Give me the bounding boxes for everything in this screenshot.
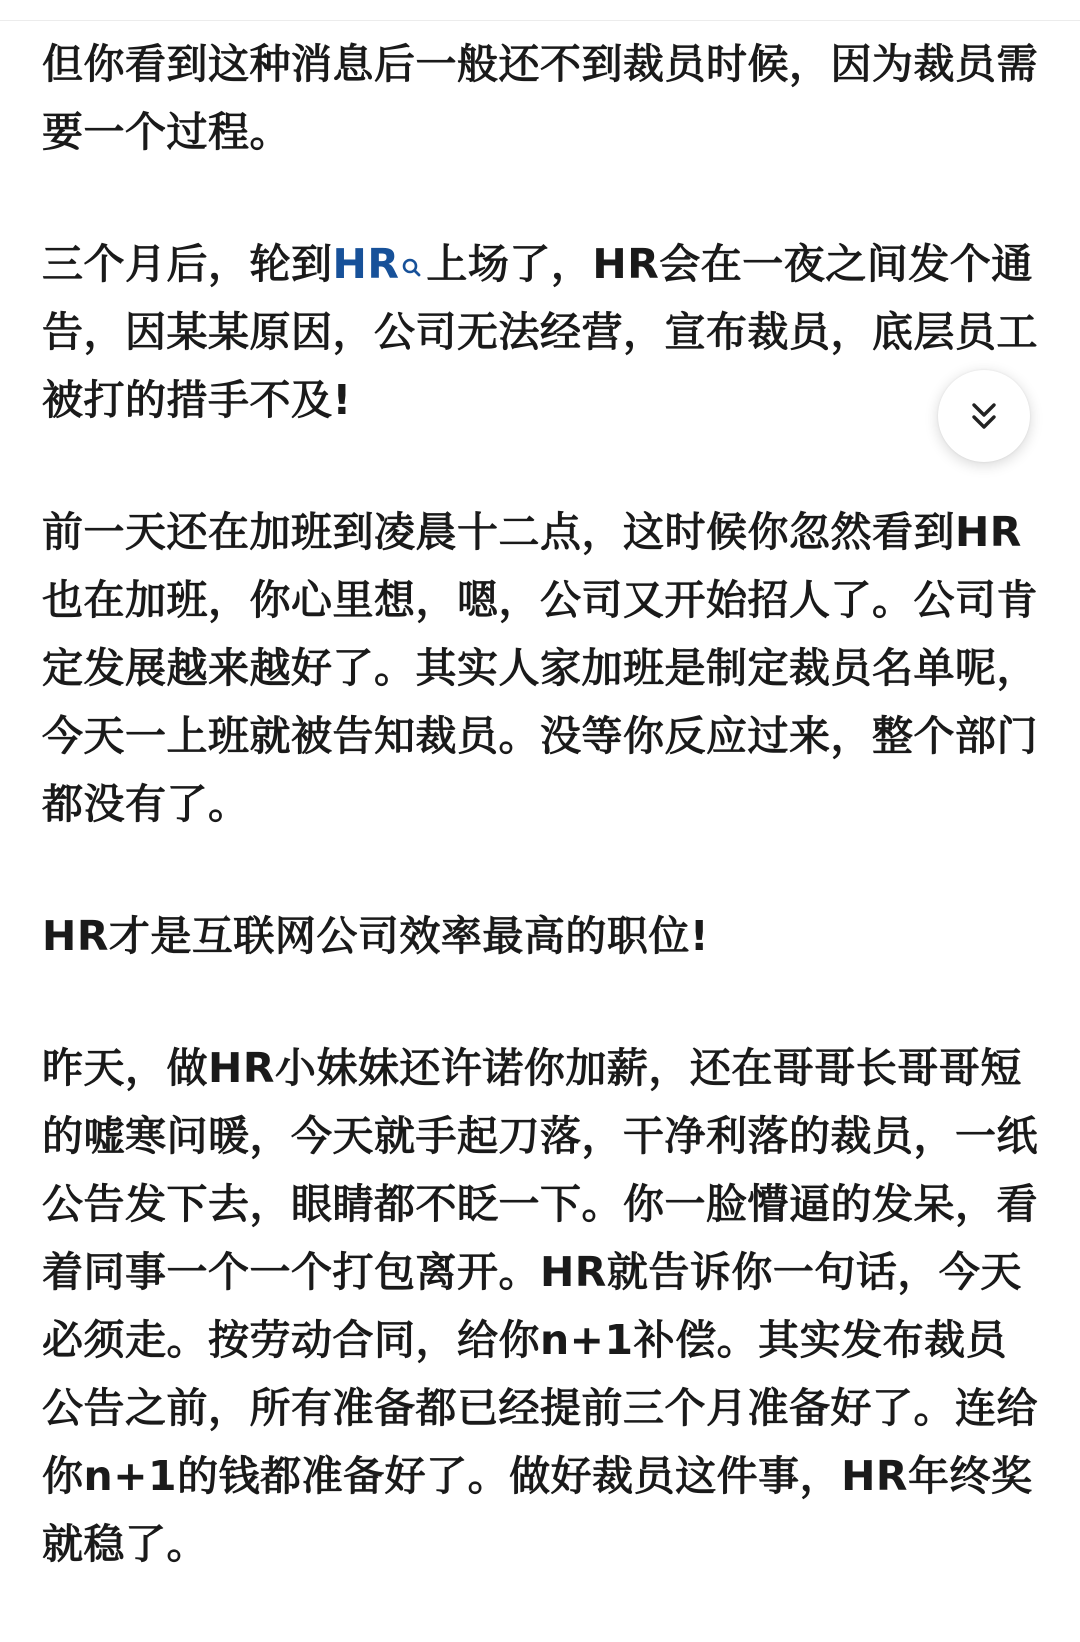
- keyword-search-link[interactable]: [333, 240, 427, 288]
- article-body: [42, 30, 1042, 1642]
- paragraph-1: 但你看到这种消息后一般还不到裁员时候，因为裁员需要一个过程。: [42, 40, 1038, 156]
- top-divider: [0, 20, 1080, 21]
- paragraph-4: HR才是互联网公司效率最高的职位!: [42, 912, 710, 960]
- paragraph-2-lead: 三个月后，轮到: [42, 240, 333, 288]
- double-chevron-down-icon: [966, 398, 1002, 434]
- search-icon[interactable]: [402, 234, 422, 258]
- paragraph-2-rest: 上场了，HR会在一夜之间发个通告，因某某原因，公司无法经营，宣布裁员，底层员工被打的措手不及!: [42, 240, 1038, 424]
- keyword-text[interactable]: HR: [332, 240, 400, 288]
- paragraph-2: [42, 230, 1042, 434]
- scroll-down-button[interactable]: [938, 370, 1030, 462]
- paragraph-5: 昨天，做HR小妹妹还许诺你加薪，还在哥哥长哥哥短的嘘寒问暖，今天就手起刀落，干净利落的裁员，一纸公告发下去，眼睛都不眨一下。你一脸懵逼的发呆，看着同事一个一个打包离开。HR就告诉你一句话，今天必须走。按劳动合同，给你n+1补偿。其实发布裁员公告之前，所有准备都已经提前三个月准备好了。连给你n+1的钱都准备好了。做好裁员这件事，HR年终奖就稳了。: [42, 1044, 1038, 1568]
- paragraph-3: 前一天还在加班到凌晨十二点，这时候你忽然看到HR也在加班，你心里想，嗯，公司又开始招人了。公司肯定发展越来越好了。其实人家加班是制定裁员名单呢，今天一上班就被告知裁员。没等你反应过来，整个部门都没有了。: [42, 508, 1038, 828]
